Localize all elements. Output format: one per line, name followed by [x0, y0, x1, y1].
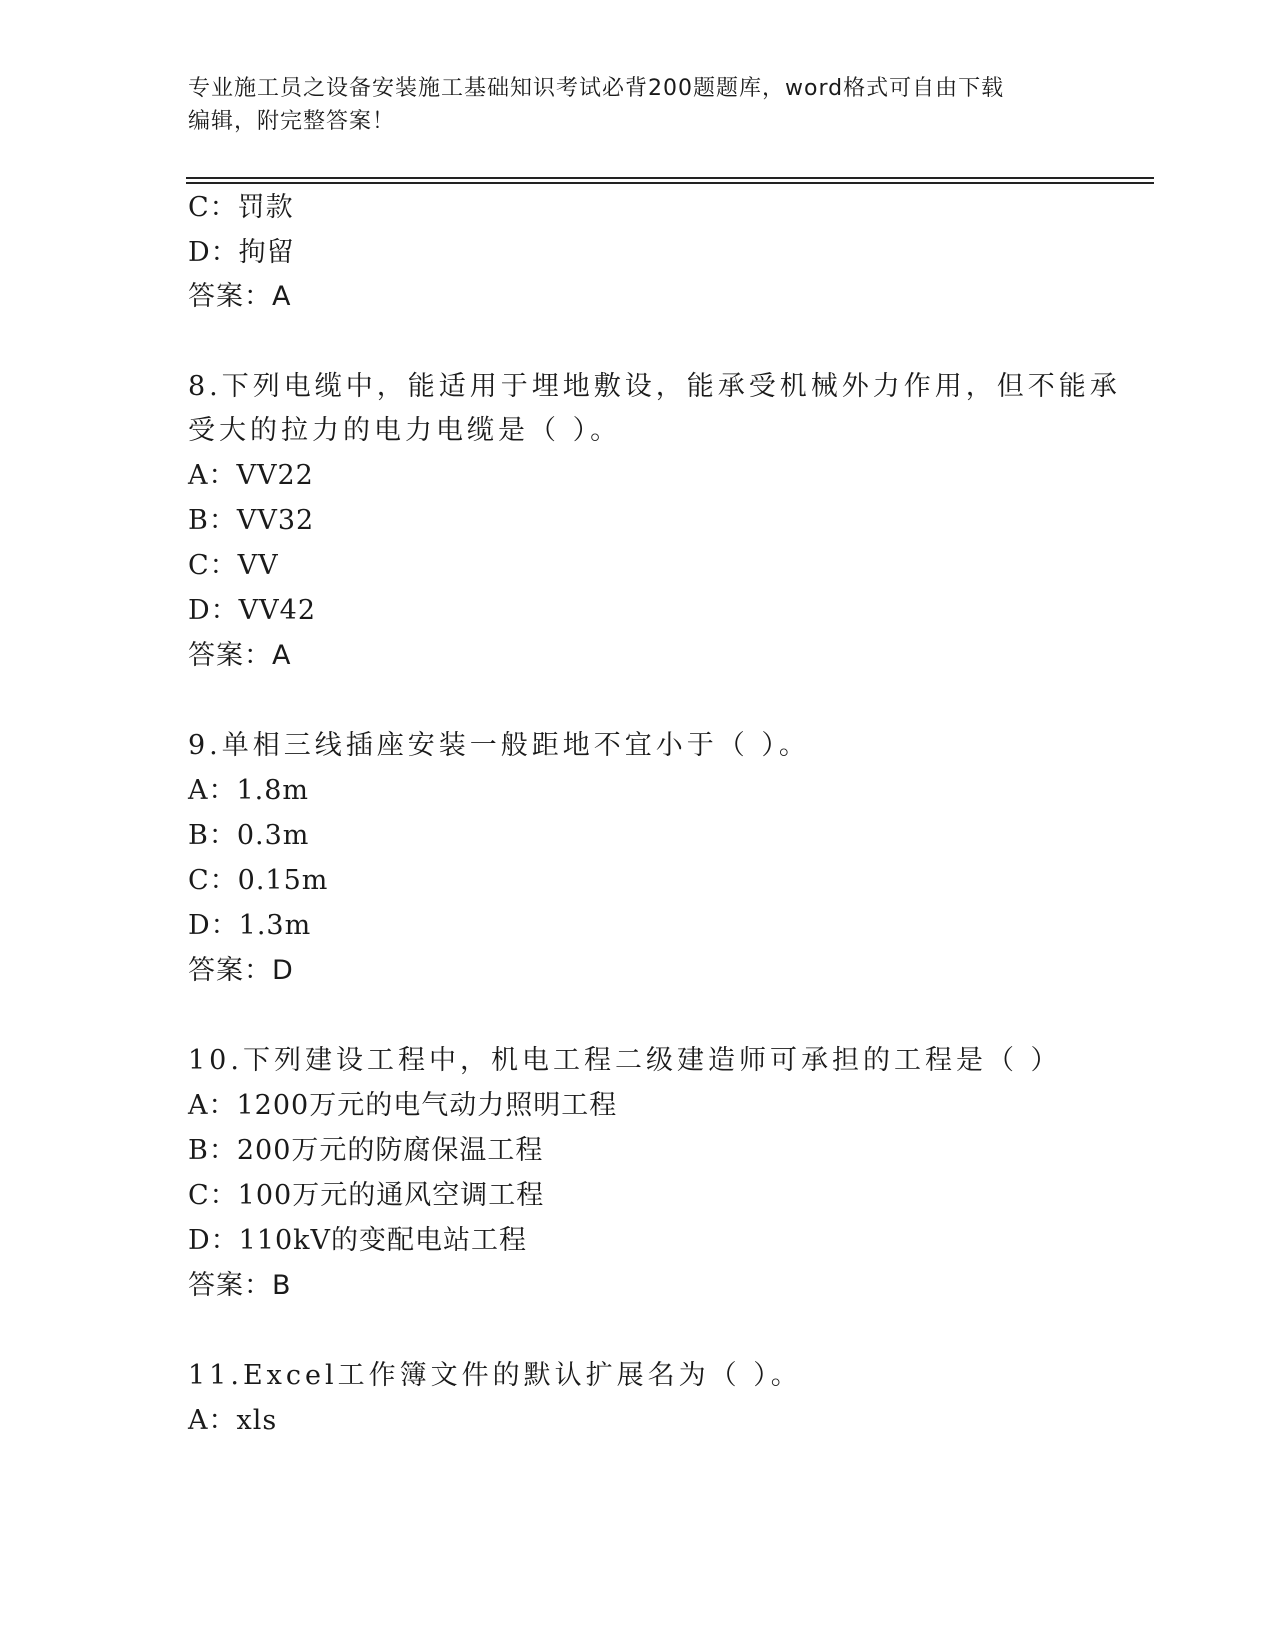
q9-option-c: C：0.15m [188, 865, 329, 896]
q8-answer: 答案：A [188, 640, 292, 671]
q10-option-c: C：100万元的通风空调工程 [188, 1180, 545, 1211]
header-title-line1: 专业施工员之设备安装施工基础知识考试必背200题题库，word格式可自由下载 [188, 76, 1005, 101]
q8-option-b: B：VV32 [188, 505, 315, 536]
document-header [188, 72, 1088, 138]
header-divider-bottom [186, 182, 1154, 184]
header-divider-top [186, 177, 1154, 179]
q7-option-d: D：拘留 [188, 237, 295, 268]
q8-stem-line1: 8.下列电缆中，能适用于埋地敷设，能承受机械外力作用，但不能承 [188, 371, 1121, 402]
q7-answer: 答案：A [188, 281, 292, 312]
header-title-line2: 编辑，附完整答案！ [188, 109, 396, 134]
q10-answer: 答案：B [188, 1270, 292, 1301]
q9-stem: 9.单相三线插座安装一般距地不宜小于（ ）。 [188, 730, 810, 761]
q9-option-d: D：1.3m [188, 910, 312, 941]
q8-option-a: A：VV22 [188, 460, 314, 491]
q10-option-d: D：110kV的变配电站工程 [188, 1225, 528, 1256]
q9-option-a: A：1.8m [188, 775, 310, 806]
q8-option-d: D：VV42 [188, 595, 317, 626]
q9-option-b: B：0.3m [188, 820, 310, 851]
q8-option-c: C：VV [188, 550, 279, 581]
q10-stem: 10.下列建设工程中，机电工程二级建造师可承担的工程是（ ） [188, 1045, 1062, 1076]
q8-stem-line2: 受大的拉力的电力电缆是（ ）。 [188, 415, 622, 446]
q11-stem: 11.Excel工作簿文件的默认扩展名为（ ）。 [188, 1360, 802, 1391]
q7-option-c: C：罚款 [188, 192, 294, 223]
q11-option-a: A：xls [188, 1405, 278, 1436]
q10-option-a: A：1200万元的电气动力照明工程 [188, 1090, 618, 1121]
q10-option-b: B：200万元的防腐保温工程 [188, 1135, 544, 1166]
q9-answer: 答案：D [188, 955, 294, 986]
